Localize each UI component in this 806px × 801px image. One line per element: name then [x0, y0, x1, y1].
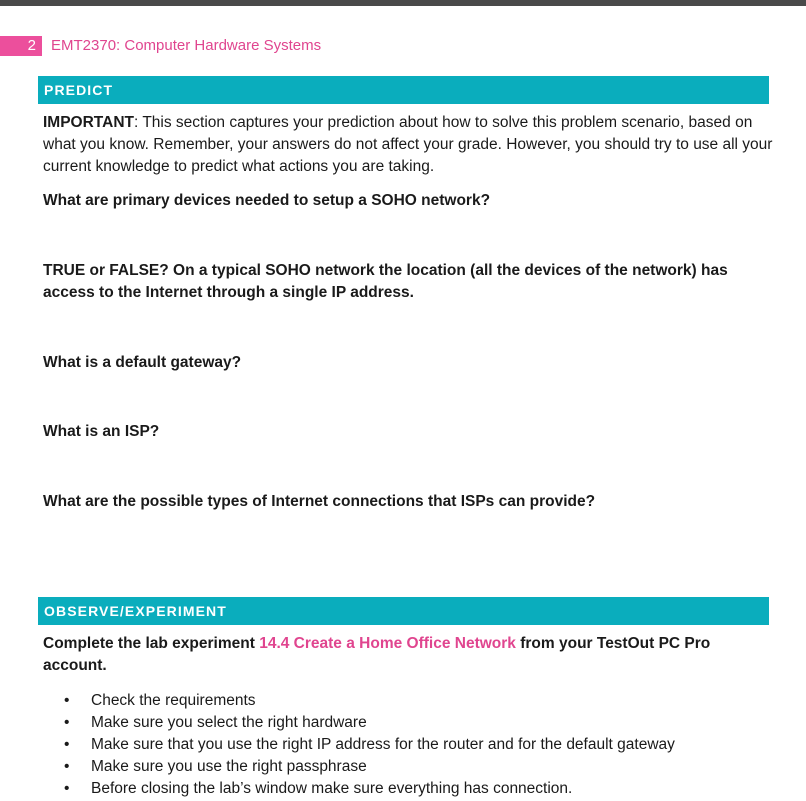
bullet-icon: •: [64, 780, 70, 797]
course-title: EMT2370: Computer Hardware Systems: [51, 37, 322, 54]
bullet-icon: •: [64, 714, 70, 731]
list-item: [64, 712, 784, 734]
top-border: [0, 0, 806, 6]
bullet-icon: •: [64, 692, 70, 709]
lab-link[interactable]: 14.4 Create a Home Office Network: [259, 635, 516, 652]
list-item: [64, 690, 784, 712]
list-item-text: Check the requirements: [91, 692, 256, 709]
list-item: [64, 734, 784, 756]
lab-intro-tail: from your TestOut PC Pro account.: [43, 635, 711, 674]
list-item-text: Make sure you select the right hardware: [91, 714, 367, 731]
list-item: [64, 756, 784, 778]
important-label: IMPORTANT: [43, 114, 134, 131]
question-isp: What is an ISP?: [43, 423, 160, 440]
page-number: 2: [0, 36, 42, 56]
list-item-text: Make sure you use the right passphrase: [91, 758, 367, 775]
lab-instruction: [43, 633, 773, 677]
list-item-text: Before closing the lab’s window make sure everything has connection.: [91, 780, 573, 797]
list-item-text: Make sure that you use the right IP address for the router and for the default gateway: [91, 736, 675, 753]
question-connection-types: What are the possible types of Internet connections that ISPs can provide?: [43, 493, 596, 510]
predict-section-heading: PREDICT: [38, 76, 769, 104]
lab-intro-text: Complete the lab experiment: [43, 635, 260, 652]
bullet-icon: •: [64, 736, 70, 753]
important-paragraph: [43, 112, 773, 178]
important-text: : This section captures your prediction about how to solve this problem scenario, based on what you know. Remember, your answers do not affect your grade. However, you should try to use all your current knowledge to predict what actions you are taking.: [43, 114, 773, 175]
observe-section-heading: OBSERVE/EXPERIMENT: [38, 597, 769, 625]
bullet-icon: •: [64, 758, 70, 775]
question-true-false: TRUE or FALSE? On a typical SOHO network the location (all the devices of the network) has access to the Internet through a single IP address.: [43, 262, 728, 301]
list-item: [64, 778, 784, 800]
question-primary-devices: What are primary devices needed to setup a SOHO network?: [43, 192, 491, 209]
page-header: [0, 36, 806, 56]
question-default-gateway: What is a default gateway?: [43, 354, 242, 371]
requirements-list: [64, 690, 784, 800]
